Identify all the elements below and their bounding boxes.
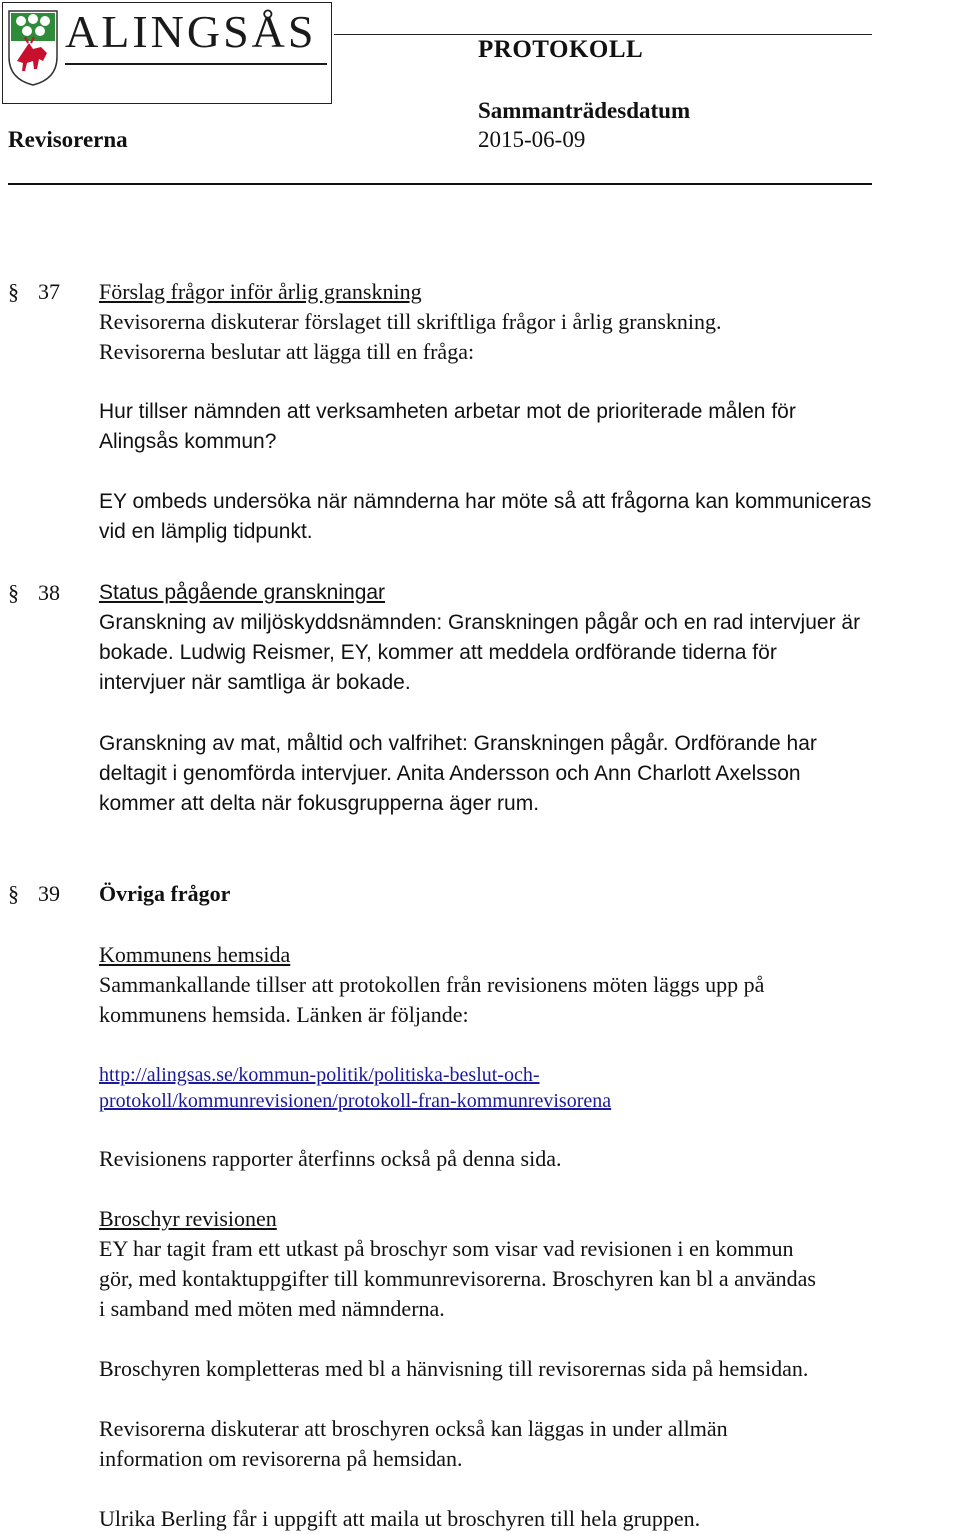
paragraph-line: Broschyren kompletteras med bl a hänvisning till revisorernas sida på hemsidan. bbox=[99, 1356, 809, 1381]
document-type: PROTOKOLL bbox=[478, 36, 644, 63]
coat-of-arms-icon bbox=[7, 9, 59, 87]
subheading-website: Kommunens hemsida bbox=[99, 942, 291, 967]
paragraph-line: gör, med kontaktuppgifter till kommunrevisorerna. Broschyren kan bl a användas bbox=[99, 1266, 816, 1291]
paragraph-line: Granskning av mat, måltid och valfrihet: Granskningen pågår. Ordförande har bbox=[99, 732, 817, 755]
protocol-link-line-2[interactable]: protokoll/kommunrevisionen/protokoll-fran-kommunrevisorena bbox=[99, 1090, 612, 1112]
paragraph-line: Revisionens rapporter återfinns också på denna sida. bbox=[99, 1146, 562, 1171]
paragraph-line: Ulrika Berling får i uppgift att maila ut broschyren till hela gruppen. bbox=[99, 1506, 701, 1531]
paragraph-line: Revisorerna beslutar att lägga till en fråga: bbox=[99, 339, 475, 364]
paragraph-line: EY har tagit fram ett utkast på broschyr som visar vad revisionen i en kommun bbox=[99, 1236, 794, 1261]
paragraph-line: Sammankallande tillser att protokollen från revisionens möten läggs upp på bbox=[99, 972, 765, 997]
protocol-link-line-1[interactable]: http://alingsas.se/kommun-politik/politiska-beslut-och- bbox=[99, 1064, 540, 1086]
section-symbol: § bbox=[8, 580, 19, 605]
meeting-date-label: Sammanträdesdatum bbox=[478, 98, 691, 123]
section-38-title: Status pågående granskningar bbox=[99, 581, 386, 604]
meeting-date: 2015-06-09 bbox=[478, 127, 586, 152]
paragraph-line: bokade. Ludwig Reismer, EY, kommer att meddela ordförande tiderna för bbox=[99, 641, 777, 664]
section-symbol: § bbox=[8, 881, 19, 906]
logo-underline bbox=[65, 63, 327, 65]
section-39-title: Övriga frågor bbox=[99, 881, 231, 906]
paragraph-line: deltagit i genomförda intervjuer. Anita Andersson och Ann Charlott Axelsson bbox=[99, 762, 801, 785]
paragraph-line: intervjuer när samtliga är bokade. bbox=[99, 671, 411, 694]
paragraph-line: EY ombeds undersöka när nämnderna har möte så att frågorna kan kommuniceras bbox=[99, 490, 872, 513]
logo-wordmark: ALINGSÅS bbox=[65, 6, 317, 57]
section-39-number: § 39 bbox=[8, 879, 60, 909]
paragraph-line: Granskning av miljöskyddsnämnden: Granskningen pågår och en rad intervjuer är bbox=[99, 611, 861, 634]
subheading-brochure: Broschyr revisionen bbox=[99, 1206, 277, 1231]
municipality-logo bbox=[2, 2, 332, 104]
paragraph-line: Alingsås kommun? bbox=[99, 430, 277, 453]
header-top-rule bbox=[334, 34, 872, 35]
paragraph-line: Revisorerna diskuterar förslaget till skriftliga frågor i årlig granskning. bbox=[99, 309, 722, 334]
header-bottom-rule bbox=[8, 183, 872, 185]
paragraph-line: kommer att delta när fokusgrupperna äger rum. bbox=[99, 792, 540, 815]
paragraph-line: information om revisorerna på hemsidan. bbox=[99, 1446, 463, 1471]
paragraph-line: vid en lämplig tidpunkt. bbox=[99, 520, 313, 543]
paragraph-line: Revisorerna diskuterar att broschyren också kan läggas in under allmän bbox=[99, 1416, 728, 1441]
paragraph-line: i samband med möten med nämnderna. bbox=[99, 1296, 445, 1321]
section-37-title: Förslag frågor inför årlig granskning bbox=[99, 279, 422, 304]
organization-name: Revisorerna bbox=[8, 127, 128, 152]
section-38-number: § 38 bbox=[8, 578, 60, 608]
paragraph-line: Hur tillser nämnden att verksamheten arbetar mot de prioriterade målen för bbox=[99, 400, 796, 423]
section-37-number: § 37 bbox=[8, 277, 60, 307]
section-symbol: § bbox=[8, 279, 19, 304]
paragraph-line: kommunens hemsida. Länken är följande: bbox=[99, 1002, 469, 1027]
